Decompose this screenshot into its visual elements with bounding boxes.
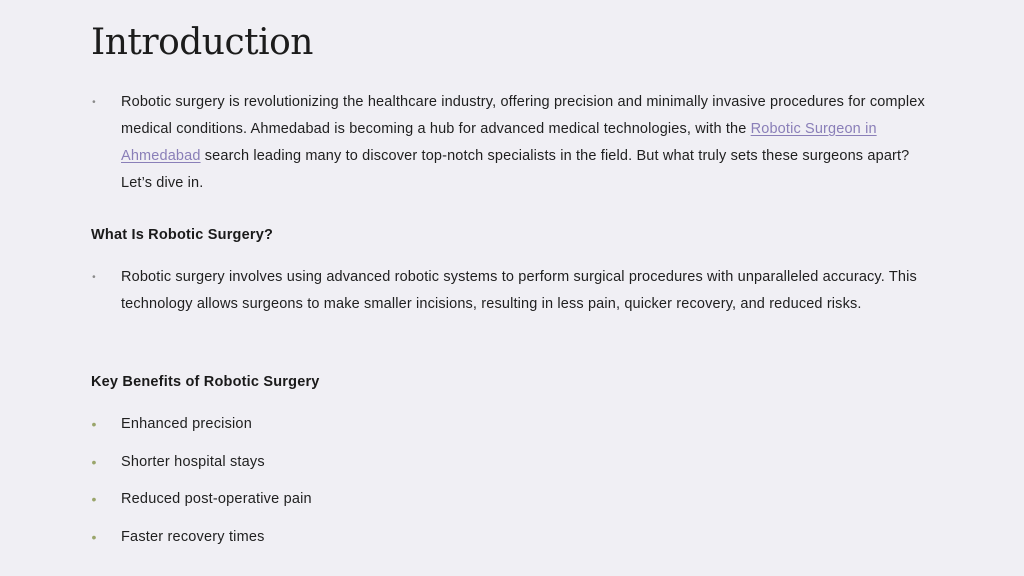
benefit-label: Enhanced precision xyxy=(121,416,252,432)
benefit-label: Reduced post-operative pain xyxy=(121,491,312,507)
benefit-item xyxy=(91,414,252,434)
intro-bullet xyxy=(91,89,941,197)
section-heading-key-benefits: Key Benefits of Robotic Surgery xyxy=(91,374,320,390)
bullet-icon: • xyxy=(91,454,97,470)
intro-text-end: search leading many to discover top-notch specialists in the field. But what truly sets these surgeons apart? Let’s dive in. xyxy=(121,148,910,191)
bullet-icon: • xyxy=(91,529,97,545)
what-is-text: Robotic surgery involves using advanced robotic systems to perform surgical procedures with unparalleled accuracy. This technology allows surgeons to make smaller incisions, resulting in less pain, quicker recovery, and reduced risks. xyxy=(121,269,917,312)
benefit-item xyxy=(91,489,312,509)
section-heading-what-is: What Is Robotic Surgery? xyxy=(91,227,274,243)
benefit-label: Shorter hospital stays xyxy=(121,454,265,470)
benefit-item xyxy=(91,527,265,547)
intro-paragraph xyxy=(91,89,941,197)
what-is-bullet xyxy=(91,264,941,318)
bullet-icon: • xyxy=(92,97,96,108)
bullet-icon: • xyxy=(91,416,97,432)
what-is-paragraph xyxy=(91,264,941,318)
benefit-label: Faster recovery times xyxy=(121,529,265,545)
slide-title: Introduction xyxy=(91,22,313,63)
bullet-icon: • xyxy=(91,491,97,507)
bullet-icon: • xyxy=(92,272,96,283)
benefit-item xyxy=(91,452,265,472)
intro-text-start: Robotic surgery is revolutionizing the healthcare industry, offering precision and minimally invasive procedures for complex medical conditions. Ahmedabad is becoming a hub for advanced medical technologies, with the xyxy=(121,94,925,137)
robotic-surgeon-link[interactable]: Robotic Surgeon in Ahmedabad xyxy=(121,121,877,164)
